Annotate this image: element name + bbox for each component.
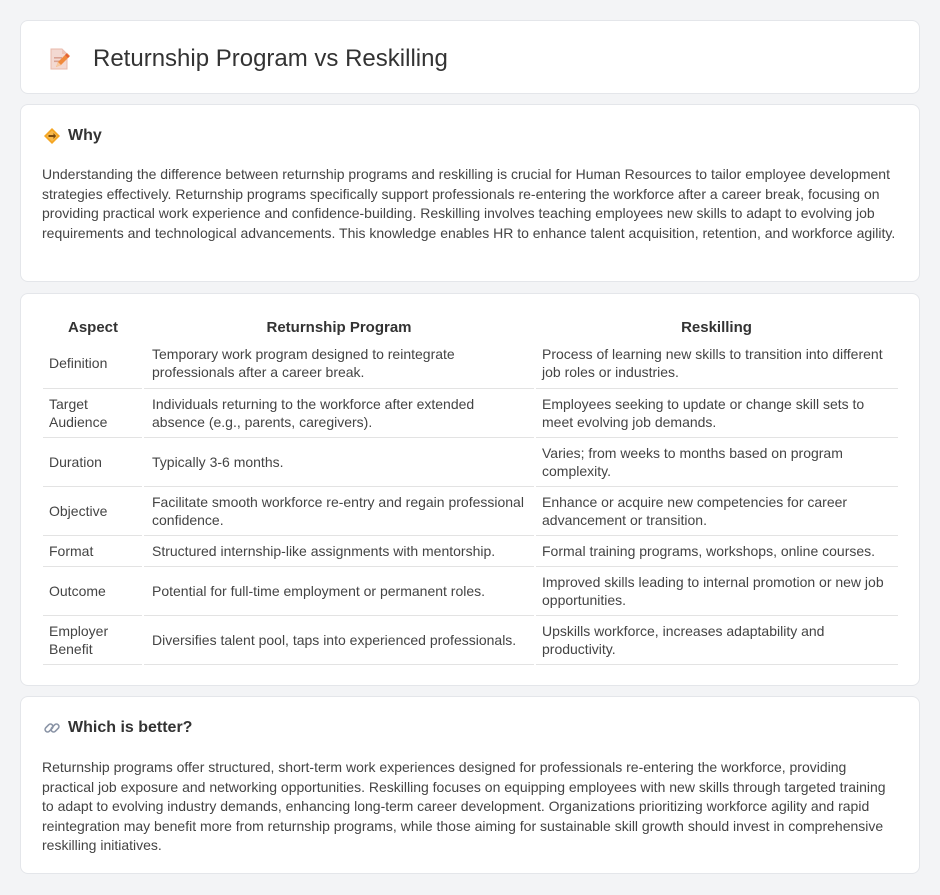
returnship-cell: Temporary work program designed to reintegrate professionals after a career break.	[143, 339, 535, 388]
reskilling-cell: Employees seeking to update or change skill sets to meet evolving job demands.	[535, 388, 898, 437]
returnship-cell: Facilitate smooth workforce re-entry and regain professional confidence.	[143, 486, 535, 535]
page-title: Returnship Program vs Reskilling	[93, 45, 448, 72]
comparison-table	[43, 315, 898, 665]
aspect-cell: Definition	[43, 339, 143, 388]
why-paragraph: Understanding the difference between returnship programs and reskilling is crucial for Human Resources to tailor employee development strategies effectively. Returnship programs specifically support professionals re-entering the workforce after a career break, focusing on providing practical work experience and confidence-building. Reskilling involves teaching employees new skills to adapt to evolving job requirements and technological advancements. This knowledge enables HR to enhance talent acquisition, retention, and workforce agility.	[42, 166, 896, 241]
returnship-cell: Individuals returning to the workforce after extended absence (e.g., parents, caregivers).	[143, 388, 535, 437]
comparison-section	[20, 293, 920, 686]
why-section	[20, 104, 920, 282]
table-header-row	[43, 315, 898, 339]
reskilling-cell: Upskills workforce, increases adaptability and productivity.	[535, 615, 898, 664]
why-title: Why	[68, 127, 102, 144]
header-returnship: Returnship Program	[266, 318, 412, 336]
aspect-cell: Format	[43, 535, 143, 566]
aspect-cell: Employer Benefit	[43, 615, 143, 664]
link-icon	[43, 719, 61, 737]
table-row	[43, 535, 898, 566]
table-row	[43, 486, 898, 535]
better-paragraph: Returnship programs offer structured, short-term work experiences designed for professionals re-entering the workforce, providing practical job exposure and networking opportunities. Reskilling focuses on equipping employees with new skills through targeted training to adapt to evolving industry demands, enhancing long-term career development. Organizations prioritizing workforce agility and rapid reintegration may benefit more from returnship programs, while those aiming for sustainable skill growth should invest in comprehensive reskilling initiatives.	[42, 759, 886, 854]
table-row	[43, 566, 898, 615]
better-title: Which is better?	[68, 719, 193, 736]
title-row	[46, 45, 448, 73]
table-row	[43, 388, 898, 437]
returnship-cell: Diversifies talent pool, taps into experienced professionals.	[143, 615, 535, 664]
diamond-sign-icon	[43, 127, 61, 145]
aspect-cell: Outcome	[43, 566, 143, 615]
table-row	[43, 339, 898, 388]
which-is-better-section	[20, 696, 920, 874]
table-row	[43, 615, 898, 664]
reskilling-cell: Improved skills leading to internal promotion or new job opportunities.	[535, 566, 898, 615]
aspect-cell: Objective	[43, 486, 143, 535]
returnship-cell: Potential for full-time employment or permanent roles.	[143, 566, 535, 615]
header-aspect: Aspect	[67, 318, 119, 336]
reskilling-cell: Enhance or acquire new competencies for career advancement or transition.	[535, 486, 898, 535]
returnship-cell: Structured internship-like assignments with mentorship.	[143, 535, 535, 566]
title-card	[20, 20, 920, 94]
document-pencil-icon	[46, 46, 72, 72]
aspect-cell: Duration	[43, 437, 143, 486]
returnship-cell: Typically 3-6 months.	[143, 437, 535, 486]
reskilling-cell: Process of learning new skills to transition into different job roles or industries.	[535, 339, 898, 388]
table-row	[43, 437, 898, 486]
why-heading	[43, 127, 102, 145]
reskilling-cell: Formal training programs, workshops, online courses.	[535, 535, 898, 566]
aspect-cell: Target Audience	[43, 388, 143, 437]
reskilling-cell: Varies; from weeks to months based on program complexity.	[535, 437, 898, 486]
better-heading	[43, 719, 192, 737]
header-reskilling: Reskilling	[681, 318, 752, 336]
